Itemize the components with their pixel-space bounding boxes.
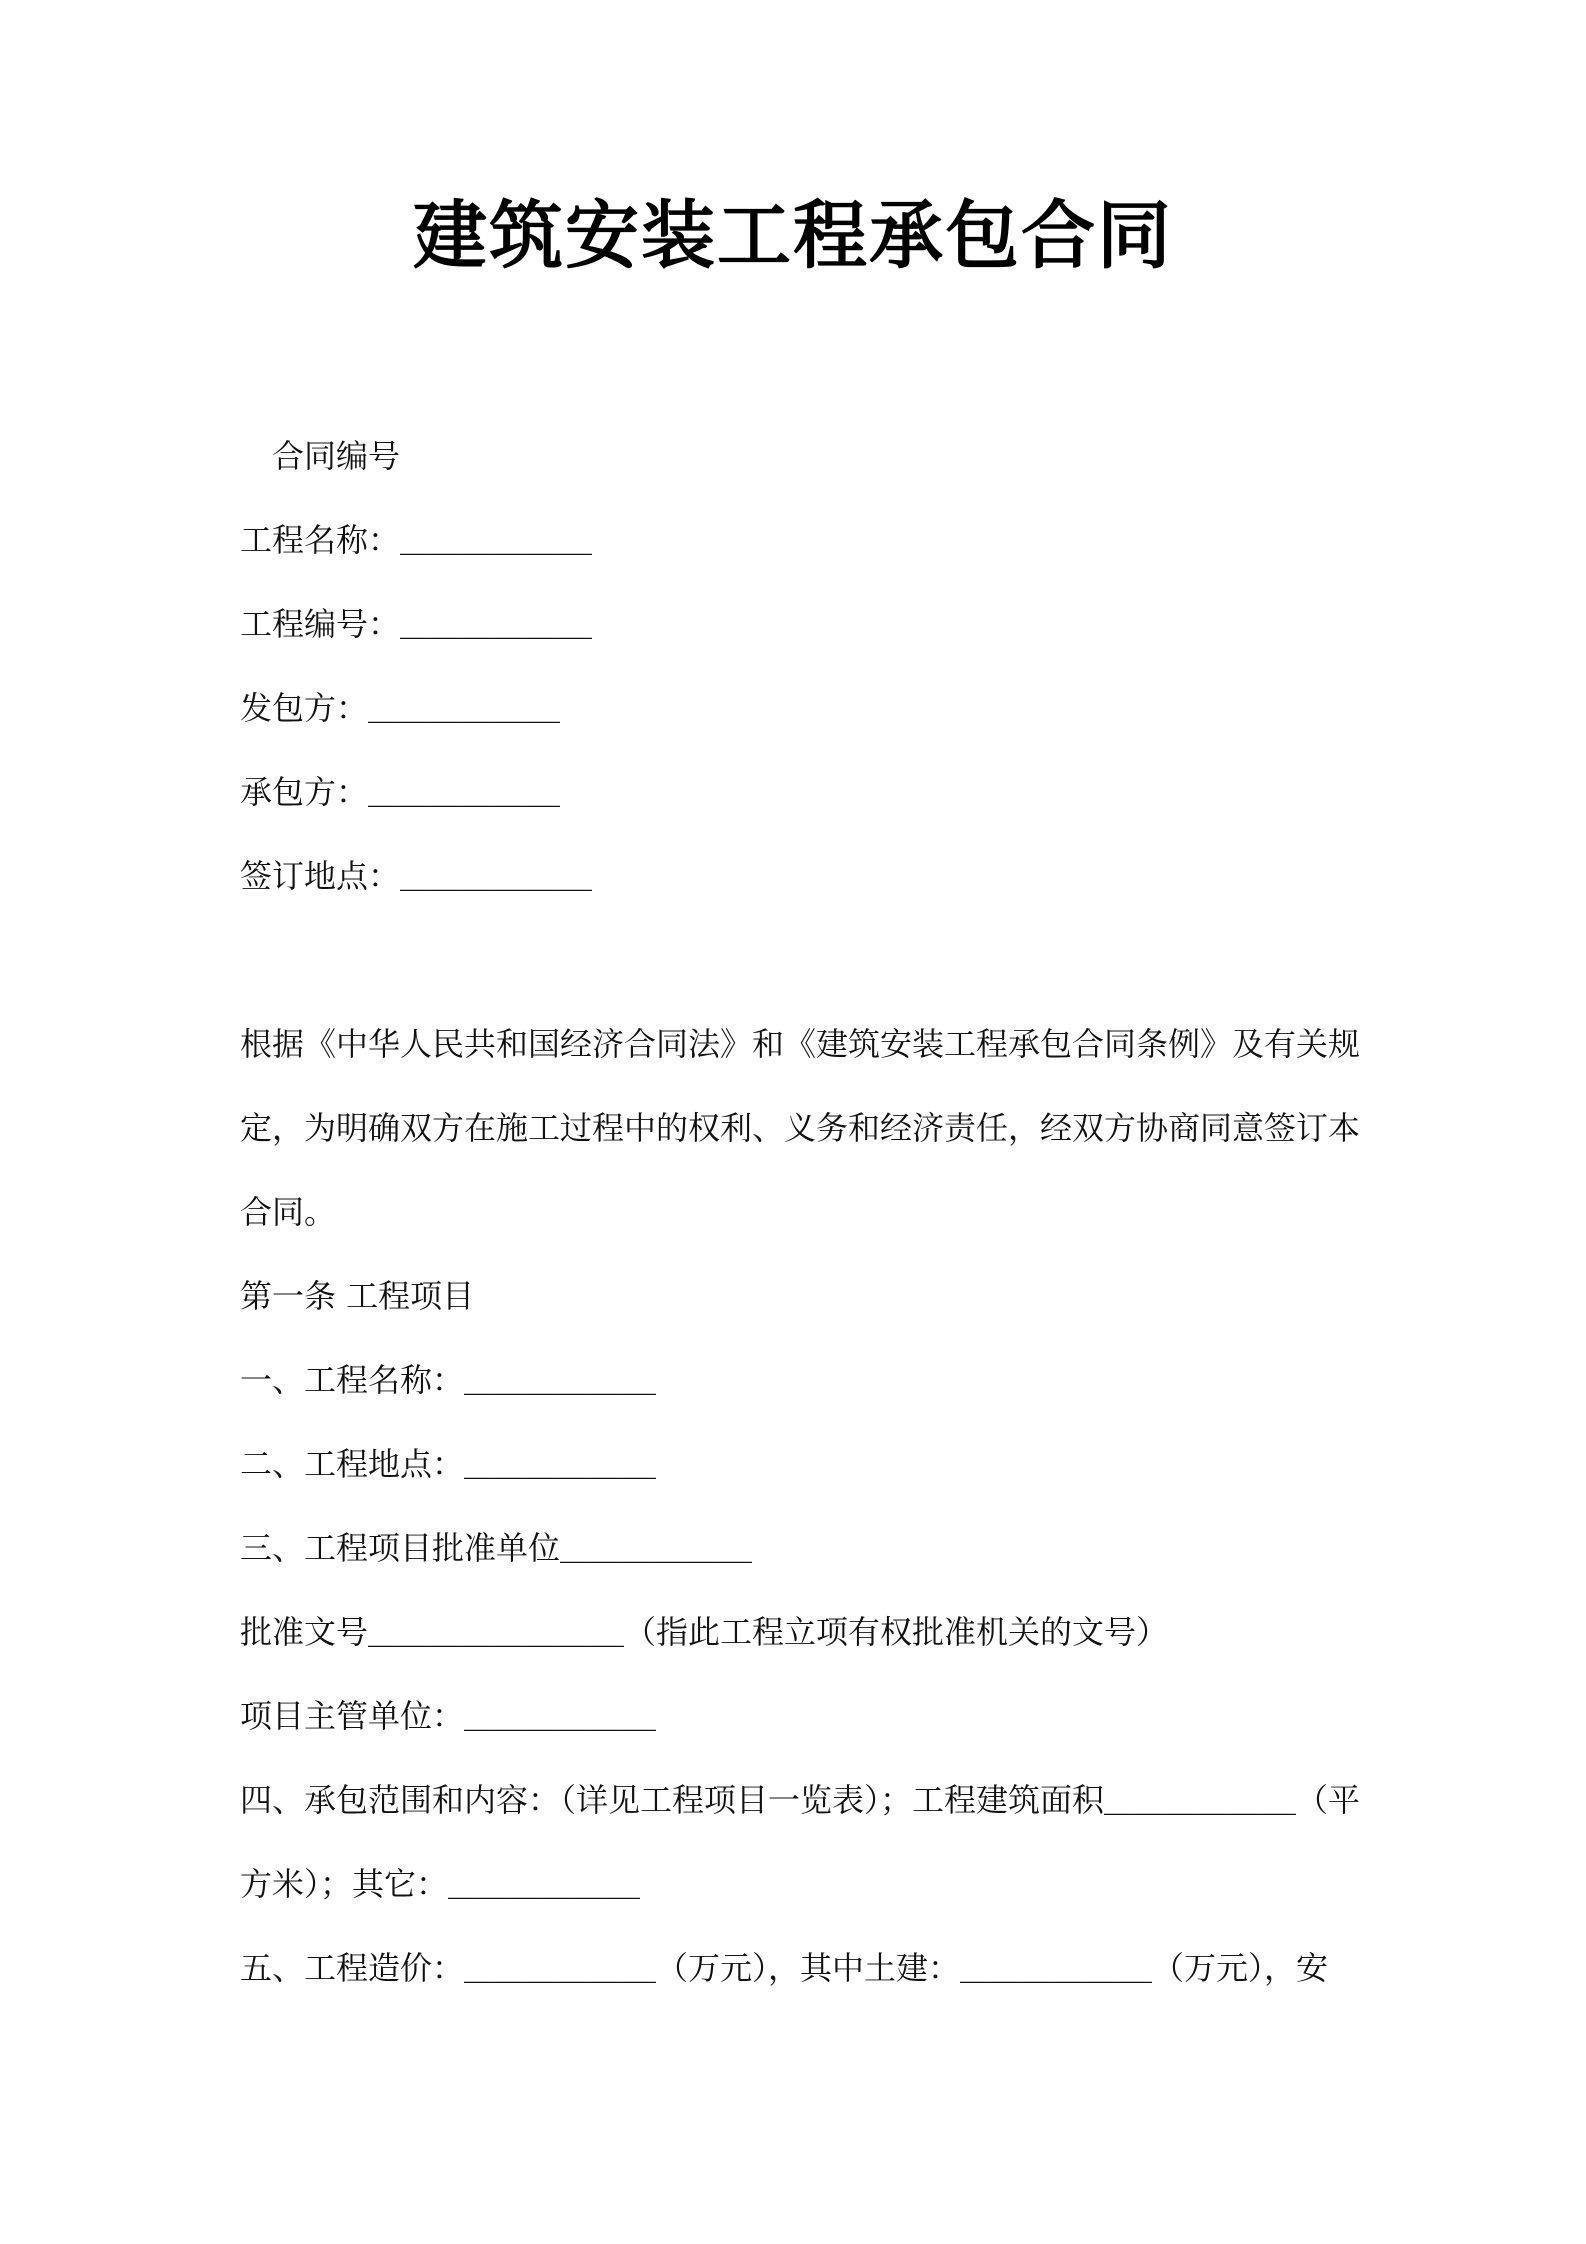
preamble-line: 根据《中华人民共和国经济合同法》和《建筑安装工程承包合同条例》及有关规 [240,1025,1361,1063]
project-name-field: 工程名称：＿＿＿＿＿＿ [240,521,593,559]
contractor-field: 承包方：＿＿＿＿＿＿ [240,773,561,811]
article-item: 一、工程名称：＿＿＿＿＿＿ [240,1361,657,1399]
preamble-line: 合同。 [240,1193,337,1231]
article-item: 方米）；其它：＿＿＿＿＿＿ [240,1865,641,1903]
signing-place-field: 签订地点：＿＿＿＿＿＿ [240,857,593,895]
employer-field: 发包方：＿＿＿＿＿＿ [240,689,561,727]
article-item: 项目主管单位：＿＿＿＿＿＿ [240,1697,657,1735]
article-item: 五、工程造价：＿＿＿＿＿＿（万元），其中土建：＿＿＿＿＿＿（万元），安 [240,1949,1329,1987]
article-item: 四、承包范围和内容：（详见工程项目一览表）；工程建筑面积＿＿＿＿＿＿（平 [240,1781,1361,1819]
article-item: 批准文号＿＿＿＿＿＿＿＿（指此工程立项有权批准机关的文号） [240,1613,1169,1651]
contract-no-label: 合同编号 [272,437,401,475]
article-item: 二、工程地点：＿＿＿＿＿＿ [240,1445,657,1483]
preamble-line: 定，为明确双方在施工过程中的权利、义务和经济责任，经双方协商同意签订本 [240,1109,1361,1147]
article-item: 三、工程项目批准单位＿＿＿＿＿＿ [240,1529,753,1567]
article-heading: 第一条 工程项目 [240,1277,475,1315]
project-no-field: 工程编号：＿＿＿＿＿＿ [240,605,593,643]
page-title: 建筑安装工程承包合同 [413,193,1173,279]
